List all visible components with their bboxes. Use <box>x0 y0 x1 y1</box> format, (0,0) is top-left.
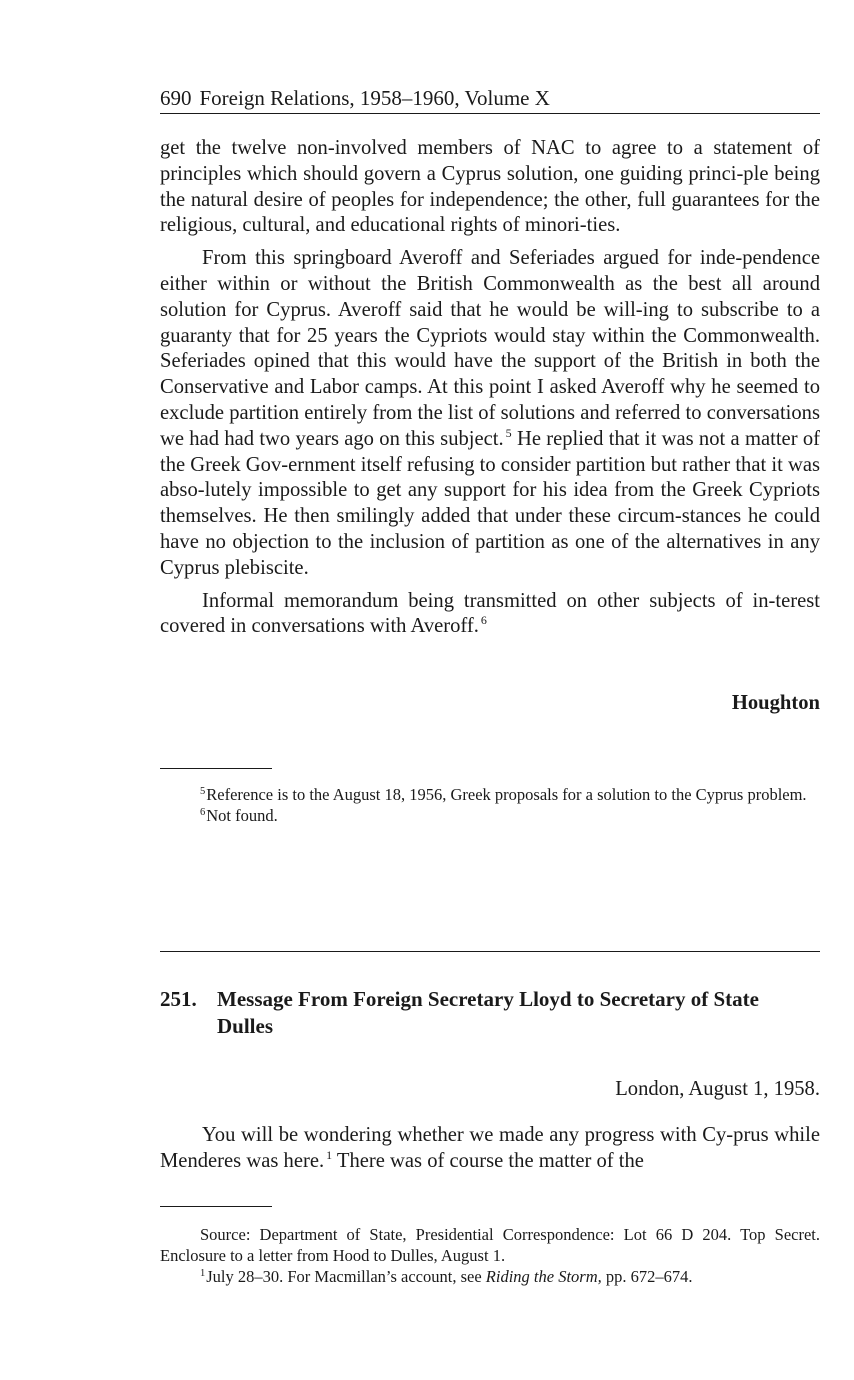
footnote-rule-bottom <box>160 1206 272 1207</box>
source-note: Source: Department of State, Presidential Correspondence: Lot 66 D 204. Top Secret. Enclosure to a letter from Hood to Dulles, August 1. <box>160 1225 820 1265</box>
footnote-1-text: July 28–30. For Macmillan’s account, see <box>206 1267 486 1286</box>
footnote-ref-6[interactable]: 6 <box>480 613 487 628</box>
document-number: 251. <box>160 987 197 1011</box>
footnote-rule <box>160 768 272 769</box>
footnote-5-mark: 5 <box>200 786 206 797</box>
footnote-6 <box>160 805 820 826</box>
running-head <box>160 84 820 112</box>
footnote-5 <box>160 784 820 805</box>
document-heading <box>160 986 820 1040</box>
paragraph-menderes-text: You will be wondering whether we made any progress with Cy-prus while Menderes was here. <box>160 1124 820 1172</box>
footnote-5-text: Reference is to the August 18, 1956, Greek proposals for a solution to the Cyprus problem. <box>206 785 807 804</box>
paragraph-menderes <box>160 1123 820 1175</box>
paragraph-springboard <box>160 246 820 581</box>
footnote-6-mark: 6 <box>200 807 206 818</box>
paragraph-springboard-text: From this springboard Averoff and Seferiades argued for inde-pendence either within or without the British Commonwealth as the best all around solution for Cyprus. Averoff said that he would be will-ing to subscribe to a guaranty that for 25 years the Cypriots would stay within the Commonwealth. Seferiades opined that this would have the support of the British in both the Conservative and Labor camps. At this point I asked Averoff why he seemed to exclude partition entirely from the list of solutions and referred to conversations we had had two years ago on this subject. <box>160 247 820 450</box>
footnote-1 <box>160 1266 820 1287</box>
footnotes-top <box>160 784 820 826</box>
paragraph-springboard-rest: He replied that it was not a matter of the Greek Gov-ernment itself refusing to consider partition but rather that it was abso-lutely impossible to get any support for his idea from the Greek Cypriots themselves. He then smilingly added that under these circum-stances he could have no objection to the inclusion of partition as one of the alternatives in any Cyprus plebiscite. <box>160 427 820 579</box>
page-number: 690 <box>160 86 192 110</box>
paragraph-informal-text: Informal memorandum being transmitted on other subjects of in-terest covered in conversations with Averoff. <box>160 589 820 638</box>
footnotes-bottom <box>160 1224 820 1287</box>
paragraph-continued: get the twelve non-involved members of NAC to agree to a statement of principles which should govern a Cyprus solution, one guiding princi-ple being the natural desire of peoples for independence; the other, full guarantees for the religious, cultural, and educational rights of minori-ties. <box>160 137 820 237</box>
paragraph-informal <box>160 589 820 641</box>
signature: Houghton <box>731 692 820 714</box>
header-rule <box>160 113 820 114</box>
section-divider <box>160 951 820 952</box>
running-head-title: Foreign Relations, 1958–1960, Volume X <box>199 86 550 110</box>
footnote-1-mark: 1 <box>200 1268 206 1279</box>
footnote-ref-5[interactable]: 5 <box>505 425 512 440</box>
footnote-ref-1[interactable]: 1 <box>326 1147 333 1162</box>
dateline: London, August 1, 1958. <box>615 1078 820 1100</box>
book-title: Riding the Storm, <box>485 1267 602 1286</box>
telegram-body <box>160 136 820 640</box>
footnote-6-text: Not found. <box>206 806 278 825</box>
paragraph-menderes-rest: There was of course the matter of the <box>332 1149 644 1172</box>
document-title: Message From Foreign Secretary Lloyd to Secretary of State Dulles <box>217 987 759 1038</box>
message-body <box>160 1123 820 1175</box>
footnote-1-pages: pp. 672–674. <box>601 1267 693 1286</box>
